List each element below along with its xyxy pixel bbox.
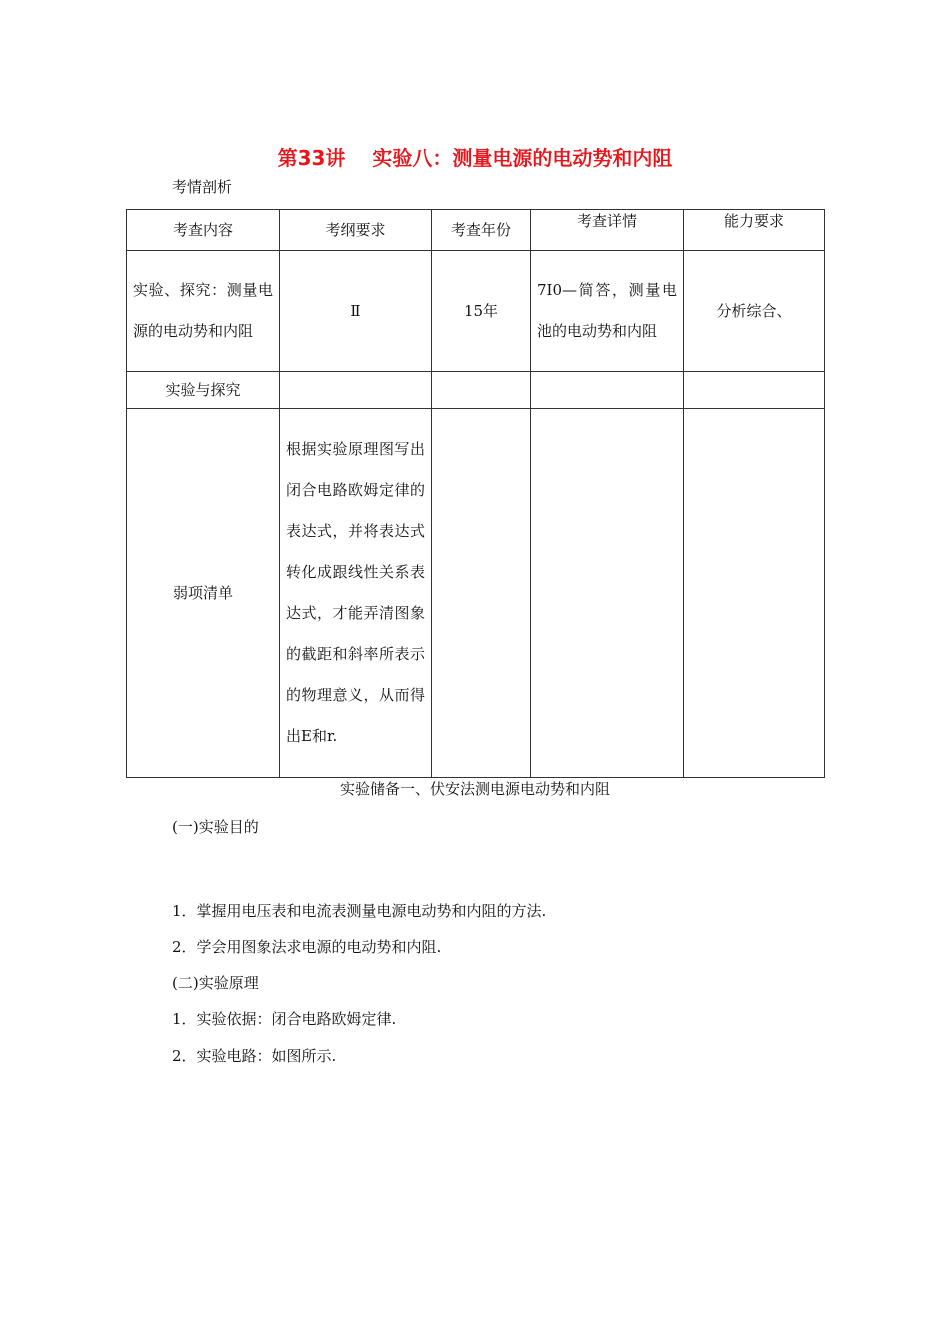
principle-heading: (二)实验原理 (172, 974, 259, 992)
page-title: 第33讲 实验八：测量电源的电动势和内阻 (277, 146, 673, 170)
principle-item-1: 1．实验依据：闭合电路欧姆定律. (172, 1010, 397, 1028)
table-row (127, 372, 825, 409)
cell-year: 15年 (432, 251, 531, 372)
header-ability: 能力要求 (684, 210, 825, 251)
table-row (127, 409, 825, 778)
cell-year (432, 372, 531, 409)
cell-ability: 分析综合、 (684, 251, 825, 372)
principle-item-2: 2．实验电路：如图所示. (172, 1047, 337, 1065)
cell-year (432, 409, 531, 778)
cell-requirement (280, 409, 432, 778)
cell-detail (531, 251, 684, 372)
table-caption: 实验储备一、伏安法测电源电动势和内阻 (339, 780, 610, 798)
cell-ability (684, 409, 825, 778)
exam-analysis-table (126, 209, 825, 778)
purpose-heading: (一)实验目的 (172, 818, 259, 836)
header-detail: 考查详情 (531, 210, 684, 251)
cell-detail-text: 7I0—简答，测量电池的电动势和内阻 (537, 281, 677, 340)
header-content: 考查内容 (127, 210, 280, 251)
cell-detail (531, 372, 684, 409)
header-year: 考查年份 (432, 210, 531, 251)
section-label: 考情剖析 (172, 178, 233, 196)
cell-content: 弱项清单 (127, 409, 280, 778)
table-row (127, 251, 825, 372)
cell-content (127, 251, 280, 372)
cell-content-text: 实验、探究：测量电源的电动势和内阻 (133, 281, 273, 340)
cell-requirement (280, 372, 432, 409)
cell-content: 实验与探究 (127, 372, 280, 409)
cell-requirement: Ⅱ (280, 251, 432, 372)
table-header-row (127, 210, 825, 251)
weak-items-text: 根据实验原理图写出闭合电路欧姆定律的表达式，并将表达式转化成跟线性关系表达式，才能弄清图象的截距和斜率所表示的物理意义，从而得出E和r. (286, 440, 425, 745)
header-requirement: 考纲要求 (280, 210, 432, 251)
purpose-item-1: 1．掌握用电压表和电流表测量电源电动势和内阻的方法. (172, 902, 547, 920)
cell-detail (531, 409, 684, 778)
purpose-item-2: 2．学会用图象法求电源的电动势和内阻. (172, 938, 442, 956)
cell-ability (684, 372, 825, 409)
